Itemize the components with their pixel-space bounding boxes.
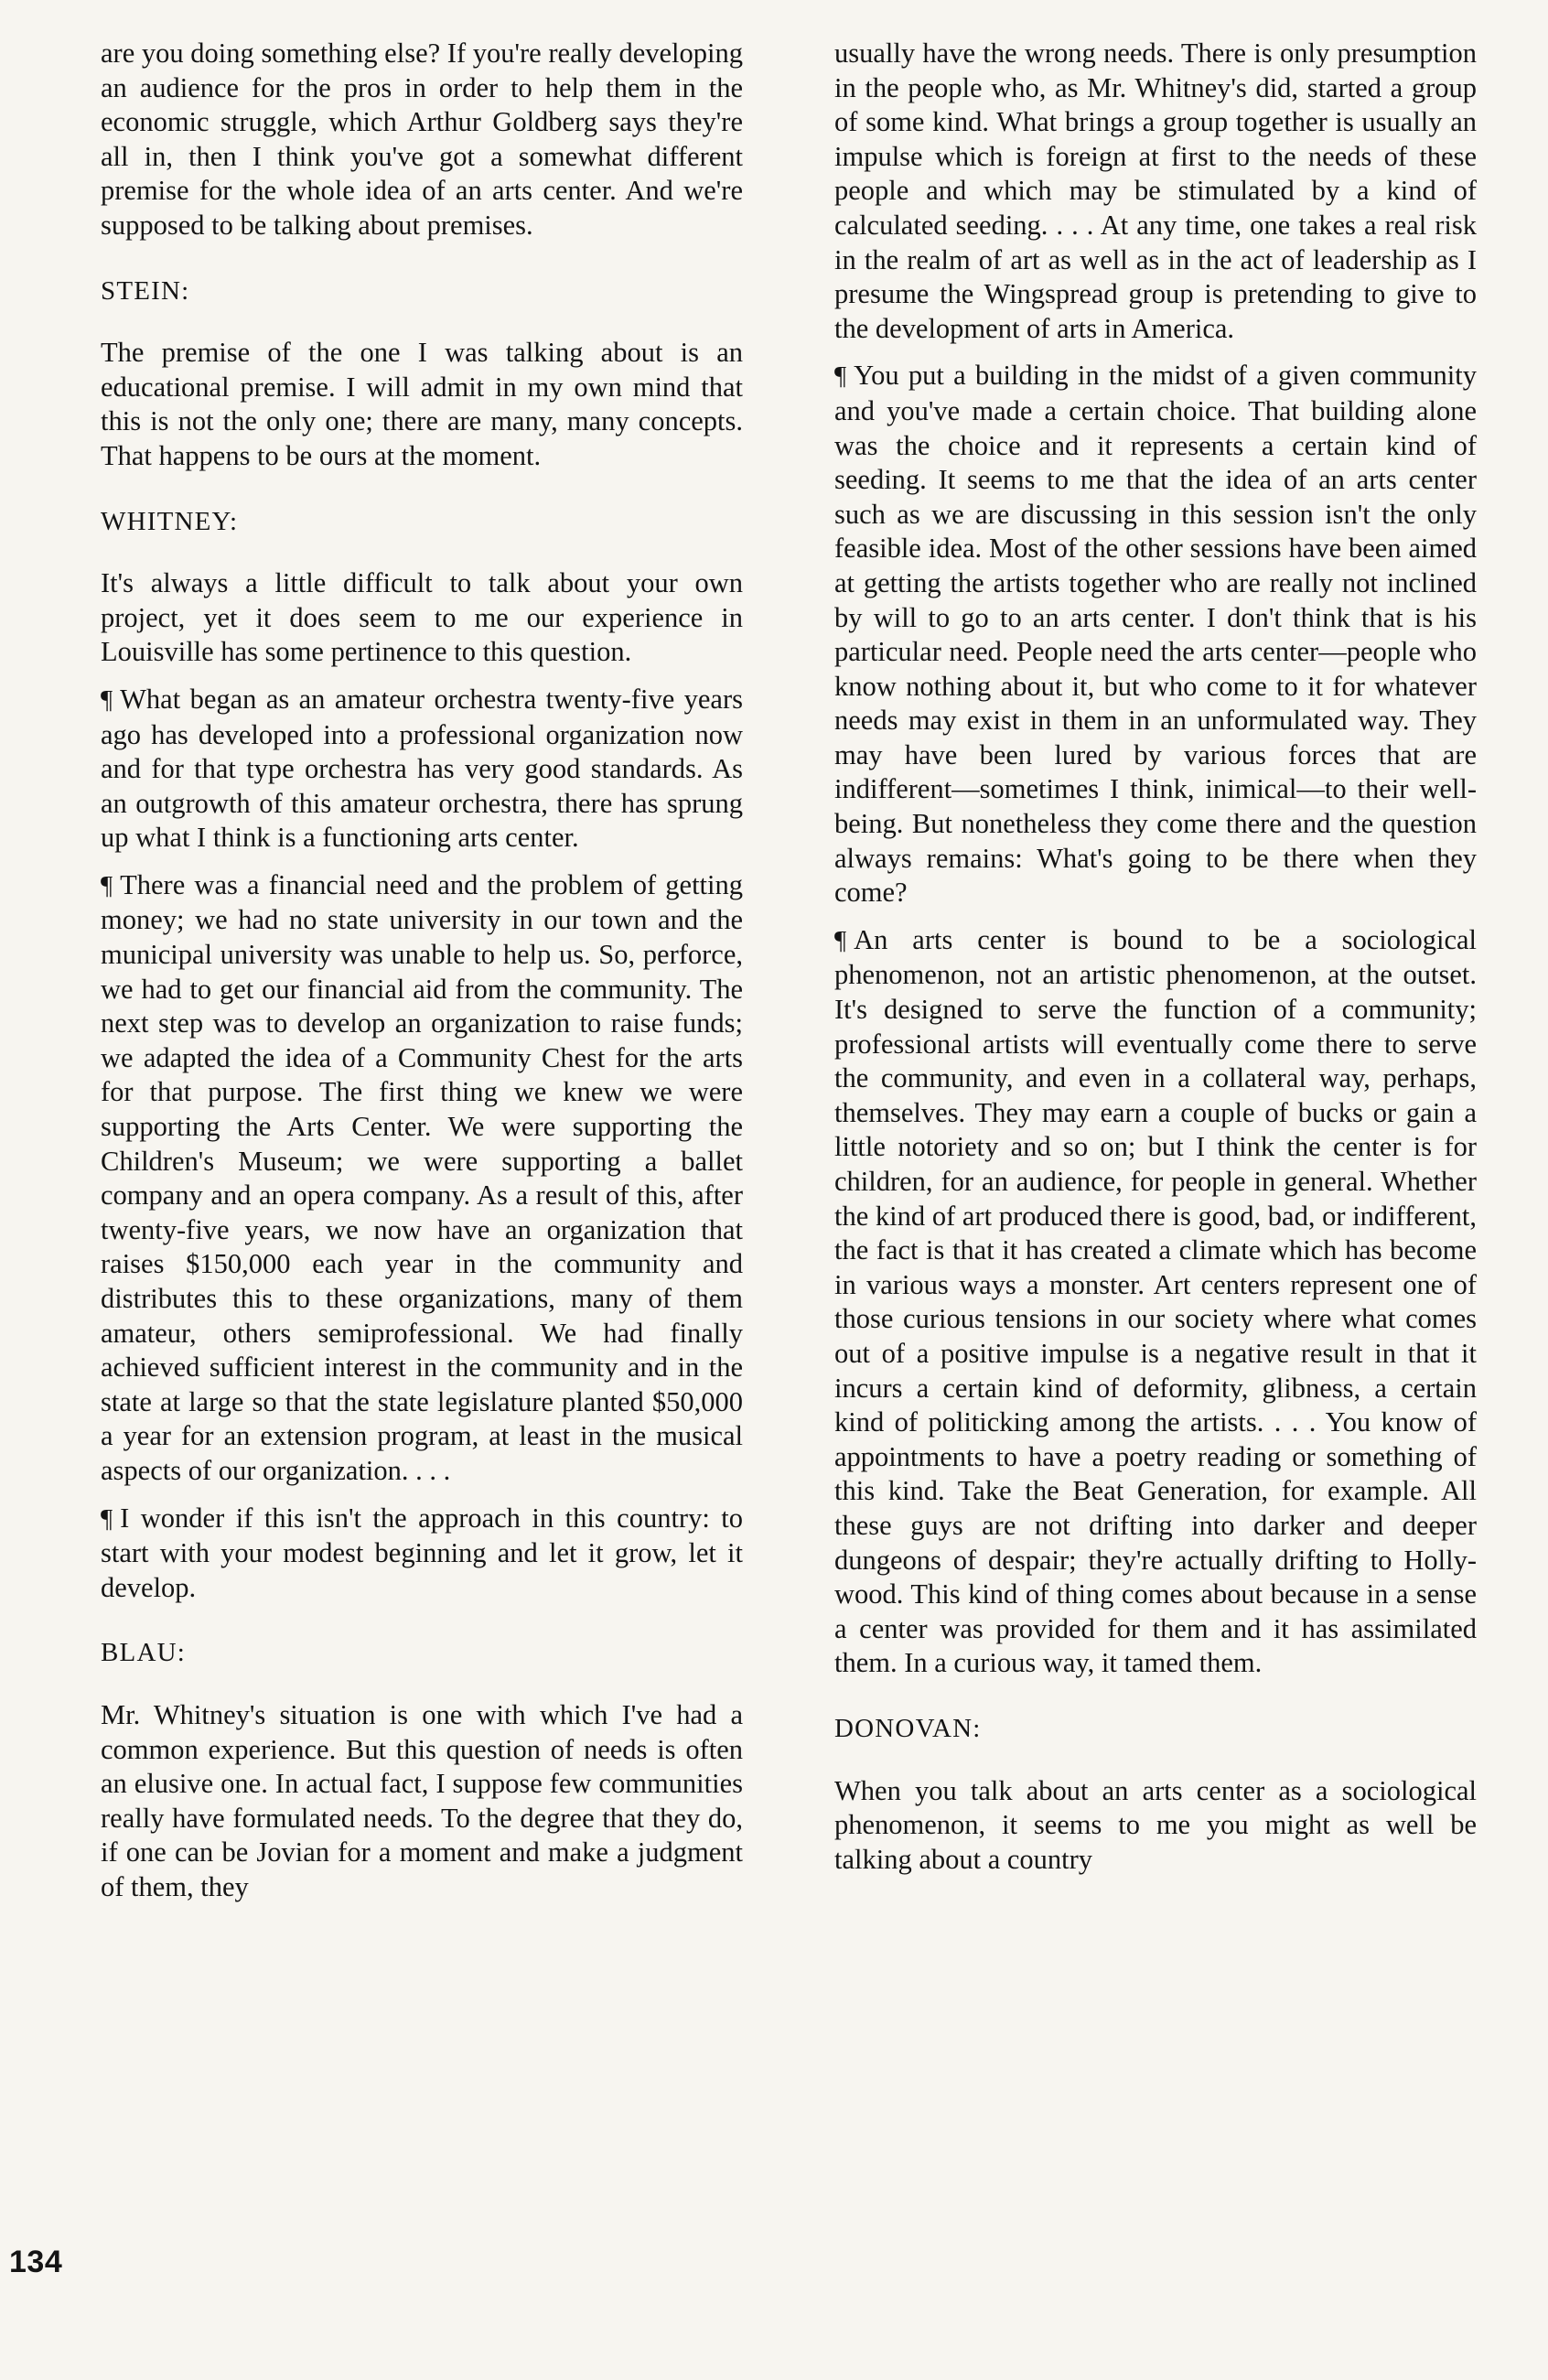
left-column bbox=[101, 37, 743, 1918]
paragraph-text: Mr. Whitney's situation is one with which I've had a common experience. But this question of needs is often an elusive one. In actual fact, I suppose few communities really have formulated needs. To the degree that they do, if one can be Jovian for a moment and make a judgment of them, they bbox=[101, 1698, 743, 1902]
paragraph-text: When you talk about an arts center as a sociological phenomenon, it seems to me you might as well be talking about a country bbox=[834, 1774, 1477, 1875]
paragraph bbox=[101, 1502, 743, 1606]
speaker-heading: STEIN: bbox=[101, 275, 190, 306]
paragraph bbox=[101, 37, 743, 243]
speaker-heading: BLAU: bbox=[101, 1638, 186, 1668]
paragraph bbox=[834, 37, 1477, 346]
pilcrow-icon: ¶ bbox=[101, 870, 113, 900]
paragraph-text: You put a building in the midst of a given community and you've made a certain choice. That building alone was the choice and it represents a certain kind of seeding. It seems to me that the idea of an arts center such as we are discussing in this session isn't the only feasible idea. Most of the other sessions have been aimed at getting the artists together who are really not inclined by will to go to an arts center. I don't think that is his particular need. People need the arts center—people who know nothing about it, but who come to it for whatever needs may exist in them in an unformulated way. They may have been lured by various forces that are indifferent—sometimes I think, inimical—to their well-being. But nonetheless they come there and the question always remains: What's going to be there when they come? bbox=[834, 360, 1477, 909]
page-number: 134 bbox=[9, 2245, 63, 2279]
paragraph bbox=[101, 683, 743, 856]
paragraph-text: There was a financial need and the problem of getting money; we had no state university in our town and the municipal university was unable to help us. So, perforce, we had to get our financial aid from the community. The next step was to develop an organization to raise funds; we adapted the idea of a Community Chest for the arts for that purpose. The first thing we knew we were supporting the Arts Center. We were supporting the Children's Museum; we were supporting a ballet company and an opera company. As a result of this, after twenty-five years, we now have an organization that raises $150,000 each year in the community and distributes this to these organizations, many of them amateur, others semiprofessional. We had finally achieved sufficient interest in the community and in the state at large so that the state legislature planted $50,000 a year for an extension program, at least in the musical aspects of our organization. . . . bbox=[101, 868, 743, 1486]
paragraph bbox=[101, 336, 743, 473]
paragraph bbox=[101, 566, 743, 670]
pilcrow-icon: ¶ bbox=[834, 361, 847, 392]
paragraph-text: What began as an amateur orchestra twenty-five years ago has developed into a professional organization now and for that type orchestra has very good standards. As an outgrowth of this amateur orchestra, there has sprung up what I think is a functioning arts center. bbox=[101, 683, 743, 854]
right-column bbox=[834, 37, 1477, 1890]
pilcrow-icon: ¶ bbox=[834, 925, 847, 955]
paragraph-text: are you doing something else? If you're really developing an audience for the pros in order to help them in the economic struggle, which Arthur Goldberg says they're all in, then I think you've got a somewhat different premise for the whole idea of an arts center. And we're supposed to be talking about premises. bbox=[101, 38, 743, 241]
speaker-heading: DONOVAN: bbox=[834, 1713, 982, 1743]
speaker-heading: WHITNEY: bbox=[101, 506, 239, 536]
paragraph bbox=[834, 1774, 1477, 1878]
paragraph-text: I wonder if this isn't the approach in this country: to start with your modest beginning and let it grow, let it develop. bbox=[101, 1502, 743, 1603]
paragraph-text: It's always a little difficult to talk about your own project, yet it does seem to me our experience in Louisville has some pertinence to this question. bbox=[101, 567, 743, 668]
paragraph bbox=[101, 868, 743, 1489]
paragraph bbox=[834, 923, 1477, 1681]
paragraph-text: The premise of the one I was talking about is an educational premise. I will admit in my own mind that this is not the only one; there are many, many concepts. That happens to be ours at the moment. bbox=[101, 337, 743, 471]
pilcrow-icon: ¶ bbox=[101, 684, 113, 715]
paragraph bbox=[101, 1698, 743, 1905]
paragraph bbox=[834, 359, 1477, 910]
paragraph-text: An arts center is bound to be a sociological phenomenon, not an artistic phenomenon, at the outset. It's designed to serve the function of a community; professional artists will eventually come there to serve the community, and even in a collateral way, perhaps, themselves. They may earn a couple of bucks or gain a little notoriety and so on; but I think the center is for children, for an audience, for people in general. Whether the kind of art produced there is good, bad, or indifferent, the fact is that it has created a climate which has become in various ways a monster. Art centers represent one of those curious tensions in our society where what comes out of a positive impulse is a negative result in that it incurs a certain kind of deformity, glibness, a certain kind of politicking among the artists. . . . You know of appointments to have a poetry reading or something of this kind. Take the Beat Generation, for example. All these guys are not drifting into darker and deeper dungeons of despair; they're actually drifting to Hollywood. This kind of thing comes about because in a sense a center was provided for them and it has assimilated them. In a curious way, it tamed them. bbox=[834, 923, 1477, 1679]
pilcrow-icon: ¶ bbox=[101, 1503, 113, 1534]
paragraph-text: usually have the wrong needs. There is only presumption in the people who, as Mr. Whitney's did, started a group of some kind. What brings a group together is usually an impulse which is foreign at first to the needs of these people and which may be stimulated by a kind of calculated seeding. . . . At any time, one takes a real risk in the realm of art as well as in the act of leadership as I presume the Wingspread group is pretending to give to the development of arts in America. bbox=[834, 38, 1477, 344]
